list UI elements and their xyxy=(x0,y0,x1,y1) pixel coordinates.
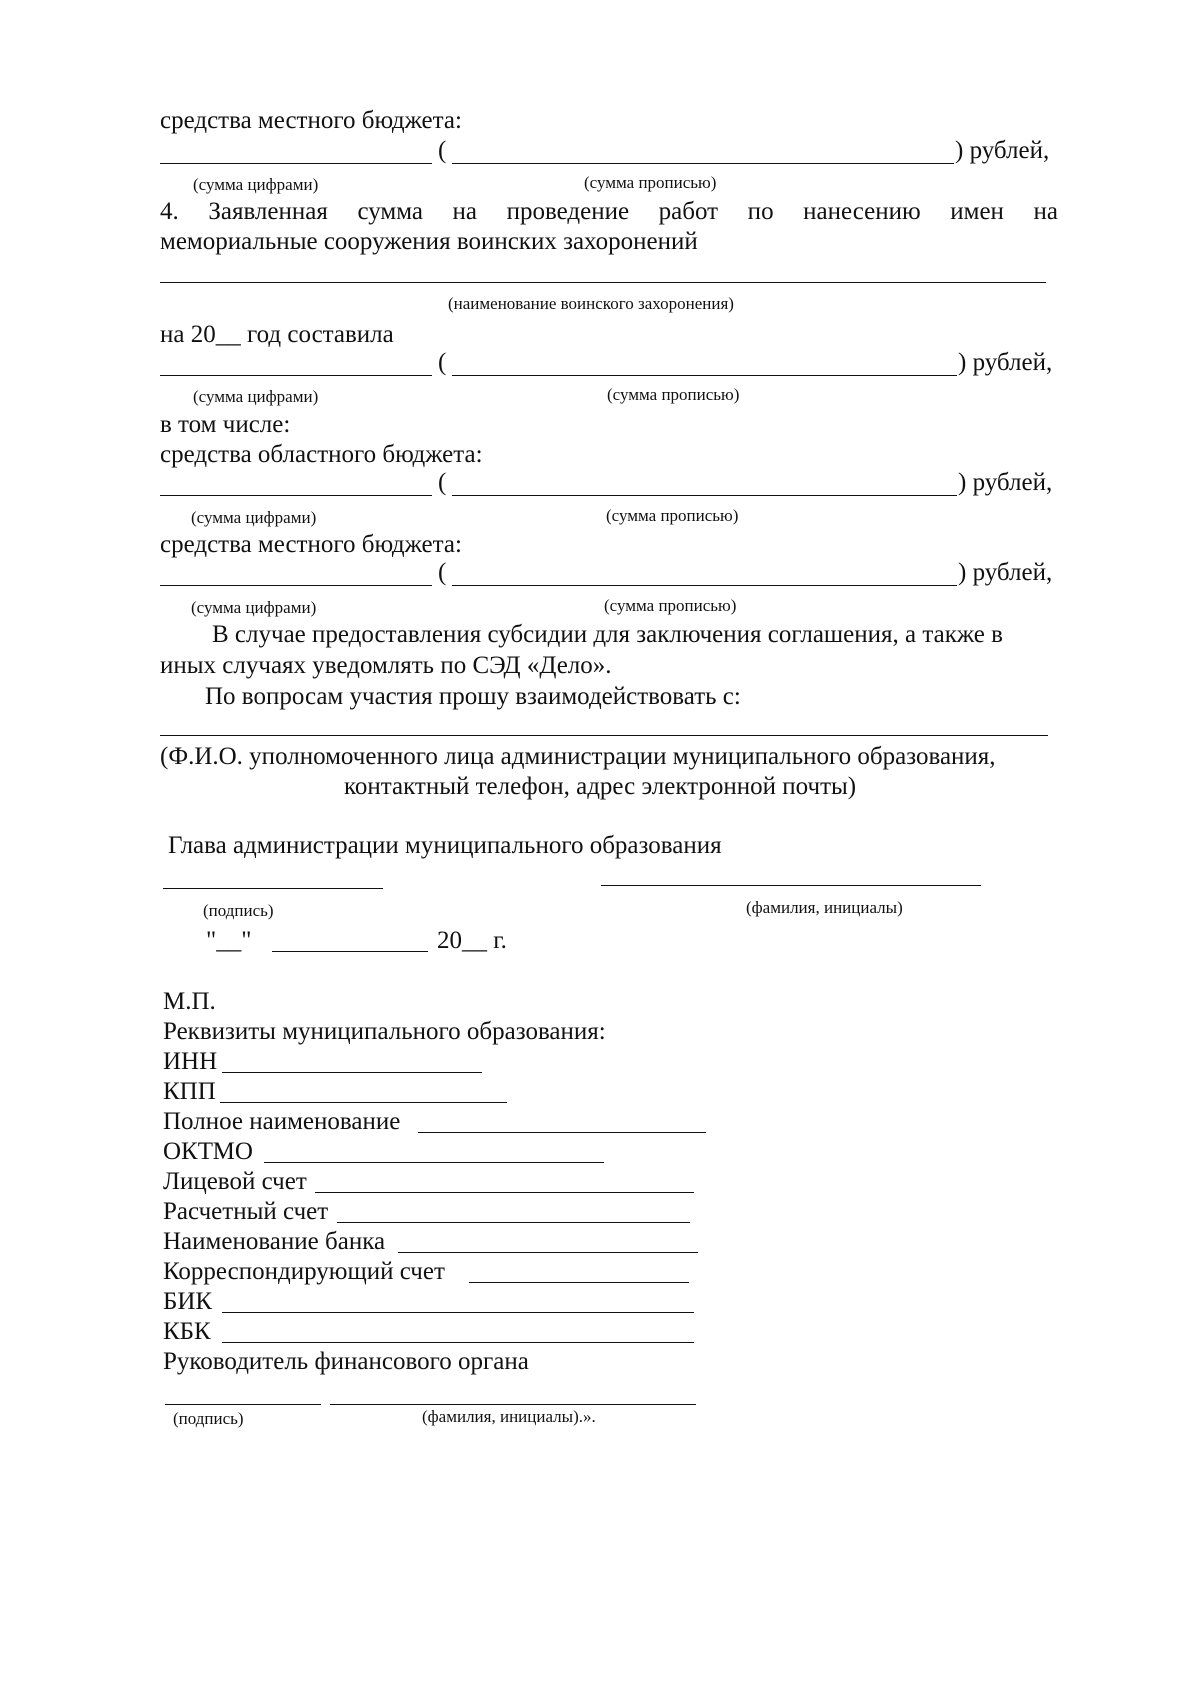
caption-sum-words-3: (сумма прописью) xyxy=(606,506,739,525)
oktmo-field[interactable] xyxy=(264,1162,604,1163)
currency-label-1: ) рублей, xyxy=(955,137,1050,164)
contact-caption-line2: контактный телефон, адрес электронной почты) xyxy=(344,773,857,800)
date-day-quotes: "__" xyxy=(206,927,252,954)
full-name-field[interactable] xyxy=(418,1132,706,1133)
currency-label-3: ) рублей, xyxy=(958,469,1053,496)
item4-line2: мемориальные сооружения воинских захоронений xyxy=(160,228,698,255)
regional-budget-heading: средства областного бюджета: xyxy=(160,441,483,468)
bank-name-field[interactable] xyxy=(398,1252,698,1253)
inn-field[interactable] xyxy=(222,1072,482,1073)
contact-request: По вопросам участия прошу взаимодействовать с: xyxy=(205,683,741,710)
currency-label-2: ) рублей, xyxy=(958,349,1053,376)
caption-sum-digits-3: (сумма цифрами) xyxy=(191,508,317,527)
finance-caption-signature: (подпись) xyxy=(173,1409,244,1428)
bank-name-label: Наименование банка xyxy=(163,1228,386,1255)
sum-words-field-1[interactable] xyxy=(452,163,954,164)
caption-sum-digits-2: (сумма цифрами) xyxy=(193,387,319,406)
caption-burial-name: (наименование воинского захоронения) xyxy=(448,294,734,313)
sum-digits-field-3[interactable] xyxy=(160,495,432,496)
head-name-field[interactable] xyxy=(601,885,981,886)
personal-account-label: Лицевой счет xyxy=(163,1168,307,1195)
inn-label: ИНН xyxy=(163,1048,218,1075)
oktmo-label: ОКТМО xyxy=(163,1138,253,1165)
finance-name-field[interactable] xyxy=(330,1404,696,1405)
correspondent-account-label: Корреспондирующий счет xyxy=(163,1258,445,1285)
including-label: в том числе: xyxy=(160,411,291,438)
local-budget-heading: средства местного бюджета: xyxy=(160,531,462,558)
sum-words-field-3[interactable] xyxy=(452,495,957,496)
finance-caption-surname-initials: (фамилия, инициалы).». xyxy=(422,1407,596,1426)
caption-sum-words-4: (сумма прописью) xyxy=(604,596,737,615)
item4-line1: 4. Заявленная сумма на проведение работ по нанесению имен на xyxy=(160,198,1058,225)
stamp-place-label: М.П. xyxy=(163,988,216,1015)
personal-account-field[interactable] xyxy=(315,1192,694,1193)
notice-line2: иных случаях уведомлять по СЭД «Дело». xyxy=(160,652,612,679)
kpp-field[interactable] xyxy=(220,1102,507,1103)
open-paren-3: ( xyxy=(438,469,447,496)
correspondent-account-field[interactable] xyxy=(469,1282,689,1283)
caption-sum-digits-4: (сумма цифрами) xyxy=(191,598,317,617)
contact-caption-line1: (Ф.И.О. уполномоченного лица администрации муниципального образования, xyxy=(160,743,996,770)
requisites-title: Реквизиты муниципального образования: xyxy=(163,1018,606,1045)
caption-sum-words-1: (сумма прописью) xyxy=(584,173,717,192)
open-paren-1: ( xyxy=(438,137,447,164)
head-of-administration-title: Глава администрации муниципального образования xyxy=(168,832,722,859)
contact-person-field[interactable] xyxy=(160,735,1048,736)
year-total-label: на 20__ год составила xyxy=(160,321,394,348)
bik-label: БИК xyxy=(163,1288,213,1315)
kpp-label: КПП xyxy=(163,1078,216,1105)
currency-label-4: ) рублей, xyxy=(958,559,1053,586)
sum-digits-field-2[interactable] xyxy=(160,375,432,376)
settlement-account-field[interactable] xyxy=(337,1222,690,1223)
caption-signature: (подпись) xyxy=(203,901,274,920)
sum-digits-field-1[interactable] xyxy=(160,163,432,164)
burial-name-field[interactable] xyxy=(160,282,1046,283)
open-paren-4: ( xyxy=(438,559,447,586)
settlement-account-label: Расчетный счет xyxy=(163,1198,329,1225)
caption-sum-words-2: (сумма прописью) xyxy=(607,385,740,404)
sum-words-field-4[interactable] xyxy=(452,585,957,586)
notice-line1: В случае предоставления субсидии для заключения соглашения, а также в xyxy=(212,621,1003,648)
caption-surname-initials: (фамилия, инициалы) xyxy=(746,898,903,917)
finance-signature-field[interactable] xyxy=(165,1404,321,1405)
sum-words-field-2[interactable] xyxy=(452,375,957,376)
sum-digits-field-4[interactable] xyxy=(160,585,432,586)
bik-field[interactable] xyxy=(222,1312,694,1313)
finance-head-title: Руководитель финансового органа xyxy=(163,1348,529,1375)
open-paren-2: ( xyxy=(438,349,447,376)
kbk-field[interactable] xyxy=(222,1342,694,1343)
head-signature-field[interactable] xyxy=(163,888,383,889)
full-name-label: Полное наименование xyxy=(163,1108,401,1135)
date-year-label: 20__ г. xyxy=(437,927,507,954)
local-budget-heading-top: средства местного бюджета: xyxy=(160,107,462,134)
date-month-field[interactable] xyxy=(272,951,428,952)
caption-sum-digits-1: (сумма цифрами) xyxy=(193,175,319,194)
kbk-label: КБК xyxy=(163,1318,211,1345)
